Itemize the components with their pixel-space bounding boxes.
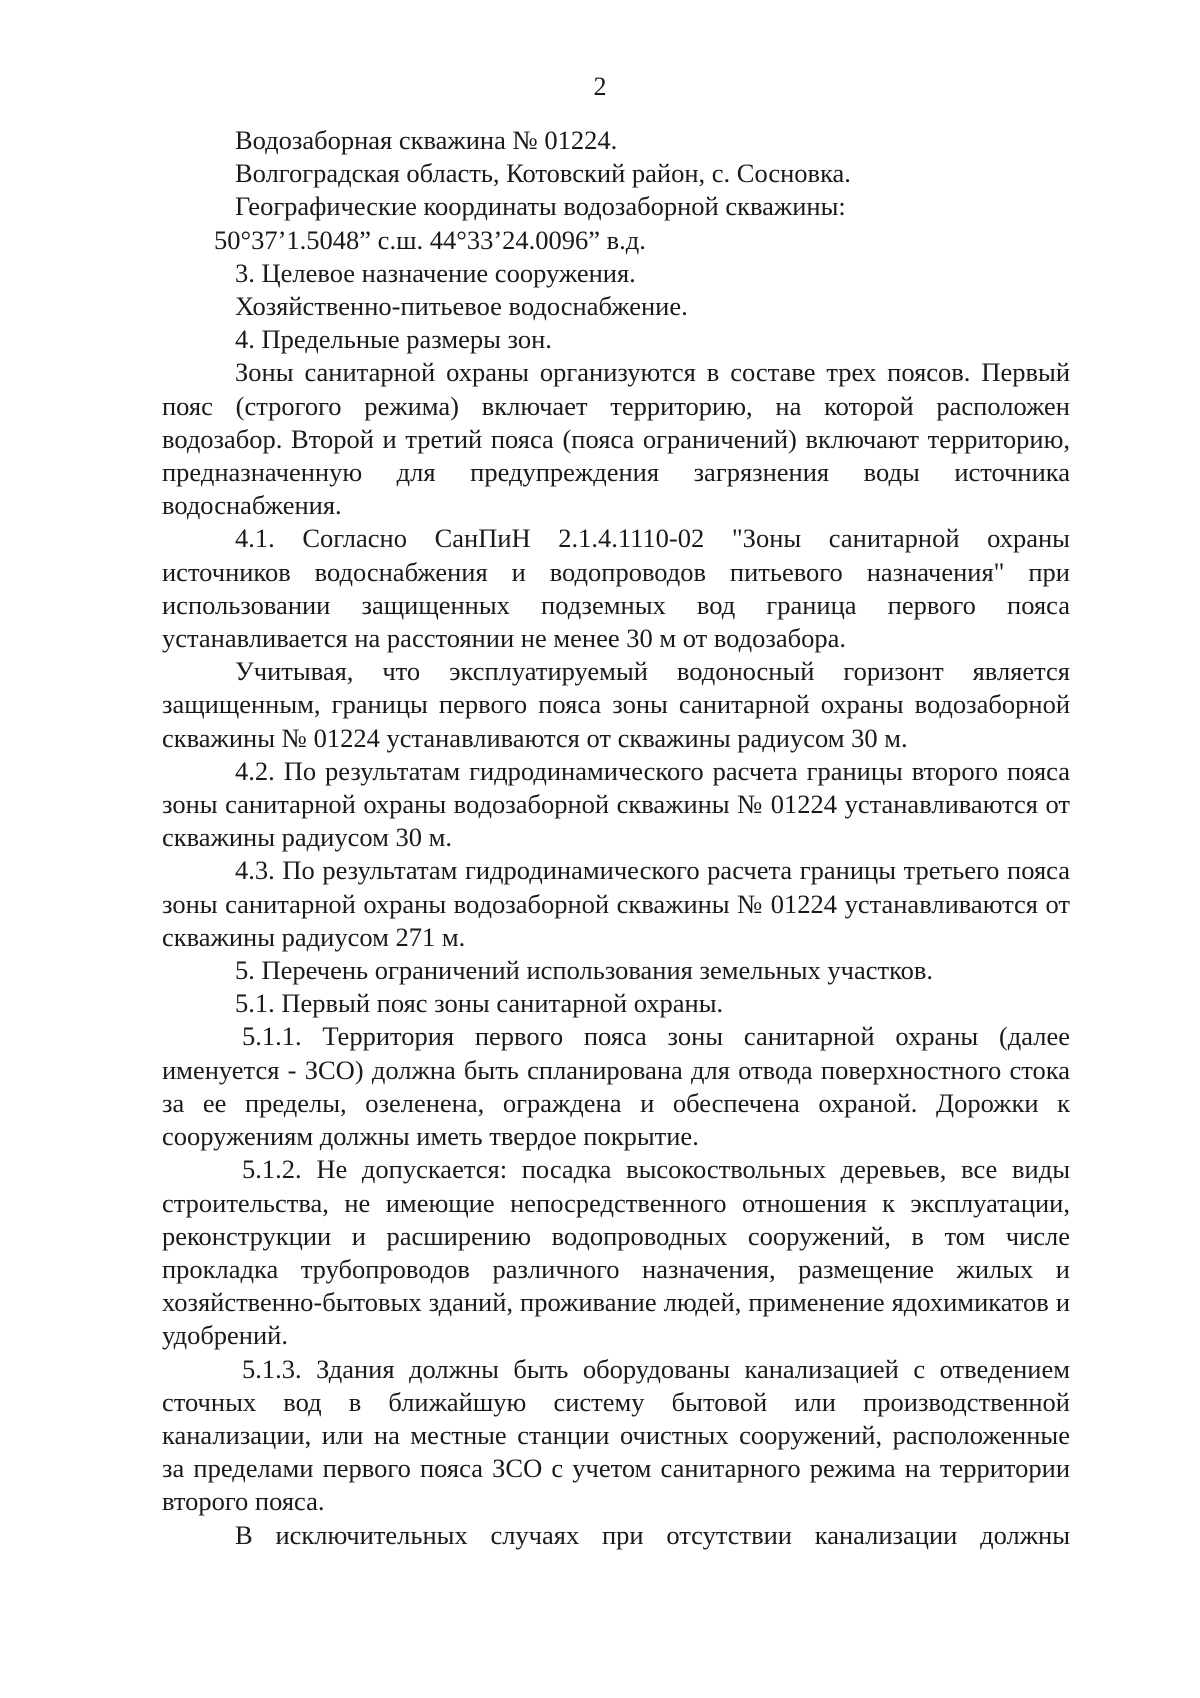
paragraph-4-2: 4.2. По результатам гидродинамического расчета границы второго пояса зоны санитарной охраны водозаборной скважины № 01224 устанавливаются от скважины радиусом 30 м.: [162, 755, 1070, 853]
paragraph-exceptional-cases: В исключительных случаях при отсутствии канализации должны: [235, 1519, 1070, 1550]
well-title: Водозаборная скважина № 01224.: [235, 125, 618, 155]
paragraph-protected-horizon: Учитывая, что эксплуатируемый водоносный горизонт является защищенным, границы первого пояса зоны санитарной охраны водозаборной скважины № 01224 устанавливаются от скважины радиусом 30 м.: [162, 656, 1070, 753]
section-3-heading: 3. Целевое назначение сооружения.: [235, 257, 636, 288]
paragraph-5-1-3: 5.1.3. Здания должны быть оборудованы канализацией с отведением сточных вод в ближайшую систему бытовой или производственной канализации, или на местные станции очистных сооружений, расположенные за пределами первого пояса ЗСО с учетом санитарного режима на территории второго пояса.: [162, 1353, 1070, 1517]
paragraph-4-3: 4.3. По результатам гидродинамического расчета границы третьего пояса зоны санитарной охраны водозаборной скважины № 01224 устанавливаются от скважины радиусом 271 м.: [162, 855, 1070, 952]
paragraph-5-1-1: 5.1.1. Территория первого пояса зоны санитарной охраны (далее именуется - ЗСО) должна быть спланирована для отвода поверхностного стока за ее пределы, озеленена, ограждена и обеспечена охраной. Дорожки к сооружениям должны иметь твердое покрытие.: [162, 1021, 1070, 1152]
section-5-1-heading: 5.1. Первый пояс зоны санитарной охраны.: [235, 988, 724, 1019]
paragraph-5-1-2: 5.1.2. Не допускается: посадка высокоствольных деревьев, все виды строительства, не имеющие непосредственного отношения к эксплуатации, реконструкции и расширению водопроводных сооружений, в том числе прокладка трубопроводов различного назначения, размещение жилых и хозяйственно-бытовых зданий, проживание людей, применение ядохимикатов и удобрений.: [162, 1154, 1070, 1351]
coordinates-heading: Географические координаты водозаборной скважины:: [235, 191, 846, 222]
section-5-heading: 5. Перечень ограничений использования земельных участков.: [235, 955, 934, 986]
section-3-purpose: Хозяйственно-питьевое водоснабжение.: [235, 291, 688, 322]
well-location: Волгоградская область, Котовский район, с. Сосновка.: [235, 158, 851, 189]
paragraph-4-1: 4.1. Согласно СанПиН 2.1.4.1110-02 "Зоны санитарной охраны источников водоснабжения и водопроводов питьевого назначения" при использовании защищенных подземных вод граница первого пояса устанавливается на расстоянии не менее 30 м от водозабора.: [162, 523, 1070, 654]
paragraph-zones-overview: Зоны санитарной охраны организуются в составе трех поясов. Первый пояс (строгого режима) включает территорию, на которой расположен водозабор. Второй и третий пояса (пояса ограничений) включают территорию, предназначенную для предупреждения загрязнения воды источника водоснабжения.: [162, 357, 1070, 521]
coordinates-value: 50°37’1.5048” с.ш. 44°33’24.0096” в.д.: [214, 224, 646, 255]
document-body: [162, 124, 1070, 1552]
page-number: 2: [593, 72, 607, 101]
section-4-heading: 4. Предельные размеры зон.: [235, 324, 552, 355]
